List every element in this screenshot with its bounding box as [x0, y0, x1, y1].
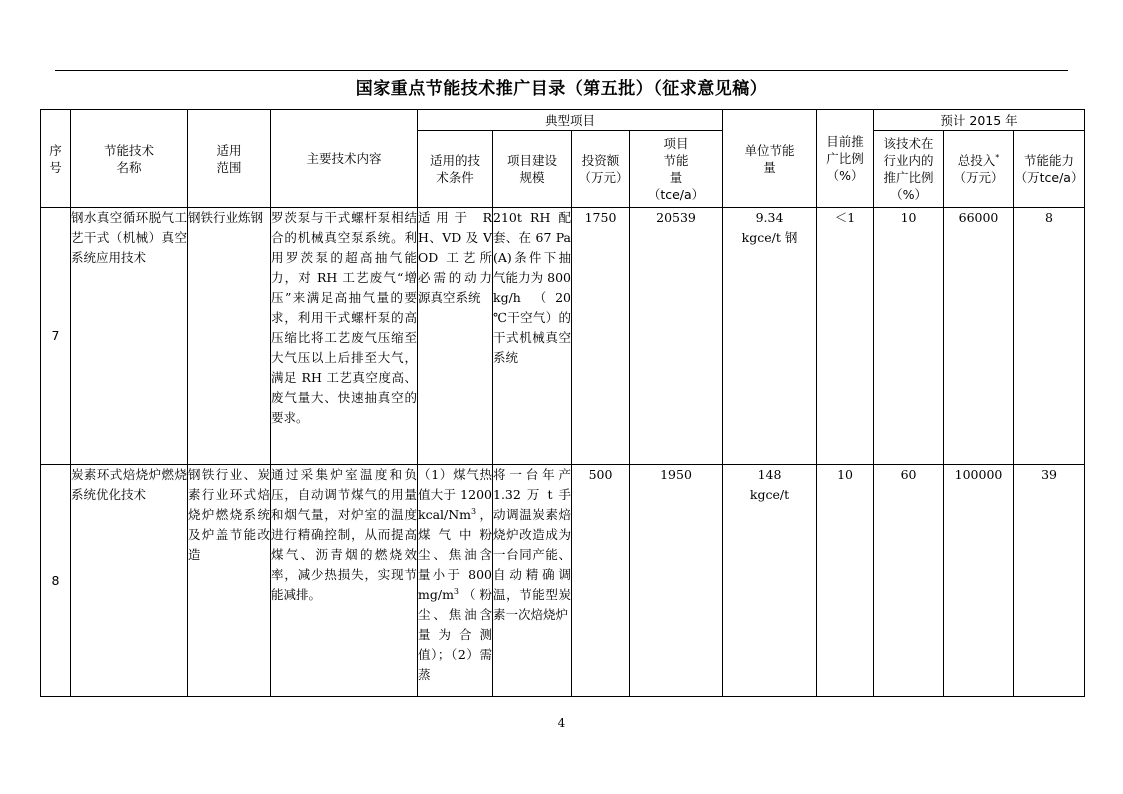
row-scope: 钢铁行业、炭素行业环式焙烧炉燃烧系统及炉盖节能改造 [188, 465, 271, 697]
row-project-saving: 1950 [630, 465, 723, 697]
row-current-ratio: 10 [817, 465, 874, 697]
table-row [41, 465, 1085, 697]
header-content: 主要技术内容 [271, 110, 418, 208]
technology-table [40, 109, 1085, 697]
header-rule [55, 70, 1068, 71]
row-tech-name: 钢水真空循环脱气工艺干式（机械）真空系统应用技术 [71, 208, 188, 465]
row-total-investment: 100000 [944, 465, 1014, 697]
header-total-investment: 总投入* （万元） [944, 131, 1014, 208]
header-project-saving: 项目节能量 （tce/a） [630, 131, 723, 208]
row-investment: 500 [572, 465, 630, 697]
page-number: 4 [557, 716, 566, 730]
header-seq: 序号 [41, 110, 71, 208]
header-scope: 适用范围 [188, 110, 271, 208]
row-project-saving: 20539 [630, 208, 723, 465]
row-scope: 钢铁行业炼钢 [188, 208, 271, 465]
header-conditions: 适用的技术条件 [418, 131, 493, 208]
header-current-ratio: 目前推广比例 （%） [817, 110, 874, 208]
row-conditions: （1）煤气热值大于 1200kcal/Nm$^3$，煤气中粉尘、焦油含量小于 $800mg/m^3$（粉尘、焦油含量为合测值）；（2）需蒸 [418, 465, 493, 697]
row-tech-name: 炭素环式焙烧炉燃烧系统优化技术 [71, 465, 188, 697]
row-investment: 1750 [572, 208, 630, 465]
row-content: 通过采集炉室温度和负压，自动调节煤气的用量和烟气量，对炉室的温度进行精确控制，从而提高煤气、沥青烟的燃烧效率，减少热损失，实现节能减排。 [271, 465, 418, 697]
row-current-ratio: ＜1 [817, 208, 874, 465]
header-capacity: 节能能力 （万tce/a） [1014, 131, 1085, 208]
header-typical-project: 典型项目 [418, 110, 723, 131]
row-seq: 8 [41, 465, 71, 697]
header-industry-ratio: 该技术在行业内的推广比例 （%） [874, 131, 944, 208]
row-unit-saving: 9.34 kgce/t 钢 [723, 208, 817, 465]
row-industry-ratio: 60 [874, 465, 944, 697]
header-tech-name: 节能技术名称 [71, 110, 188, 208]
header-investment: 投资额（万元） [572, 131, 630, 208]
page-title: 国家重点节能技术推广目录（第五批）（征求意见稿） [355, 79, 768, 99]
header-unit-saving: 单位节能量 [723, 110, 817, 208]
row-unit-saving: 148 kgce/t [723, 465, 817, 697]
row-scale: 将一台年产 1.32 万 t 手动调温炭素焙烧炉改造成为一台同产能、自动精确调温，节能型炭素一次焙烧炉 [493, 465, 572, 697]
row-scale: 210t RH 配套、在 67 Pa(A)条件下抽气能力为 800 kg/h （20 ℃干空气）的干式机械真空系统 [493, 208, 572, 465]
row-content: 罗茨泵与干式螺杆泵相结合的机械真空泵系统。利用罗茨泵的超高抽气能力，对 RH 工艺废气“增压”来满足高抽气量的要求，利用干式螺杆泵的高压缩比将工艺废气压缩至大气压以上后排至大气，满足 RH 工艺真空度高、废气量大、快速抽真空的要求。 [271, 208, 418, 465]
row-seq: 7 [41, 208, 71, 465]
header-forecast-2015: 预计 2015 年 [874, 110, 1085, 131]
row-conditions: 适用于 RH、VD 及 VOD 工艺所必需的动力源真空系统 [418, 208, 493, 465]
row-capacity: 39 [1014, 465, 1085, 697]
row-capacity: 8 [1014, 208, 1085, 465]
table-row [41, 208, 1085, 465]
row-industry-ratio: 10 [874, 208, 944, 465]
row-total-investment: 66000 [944, 208, 1014, 465]
header-scale: 项目建设规模 [493, 131, 572, 208]
